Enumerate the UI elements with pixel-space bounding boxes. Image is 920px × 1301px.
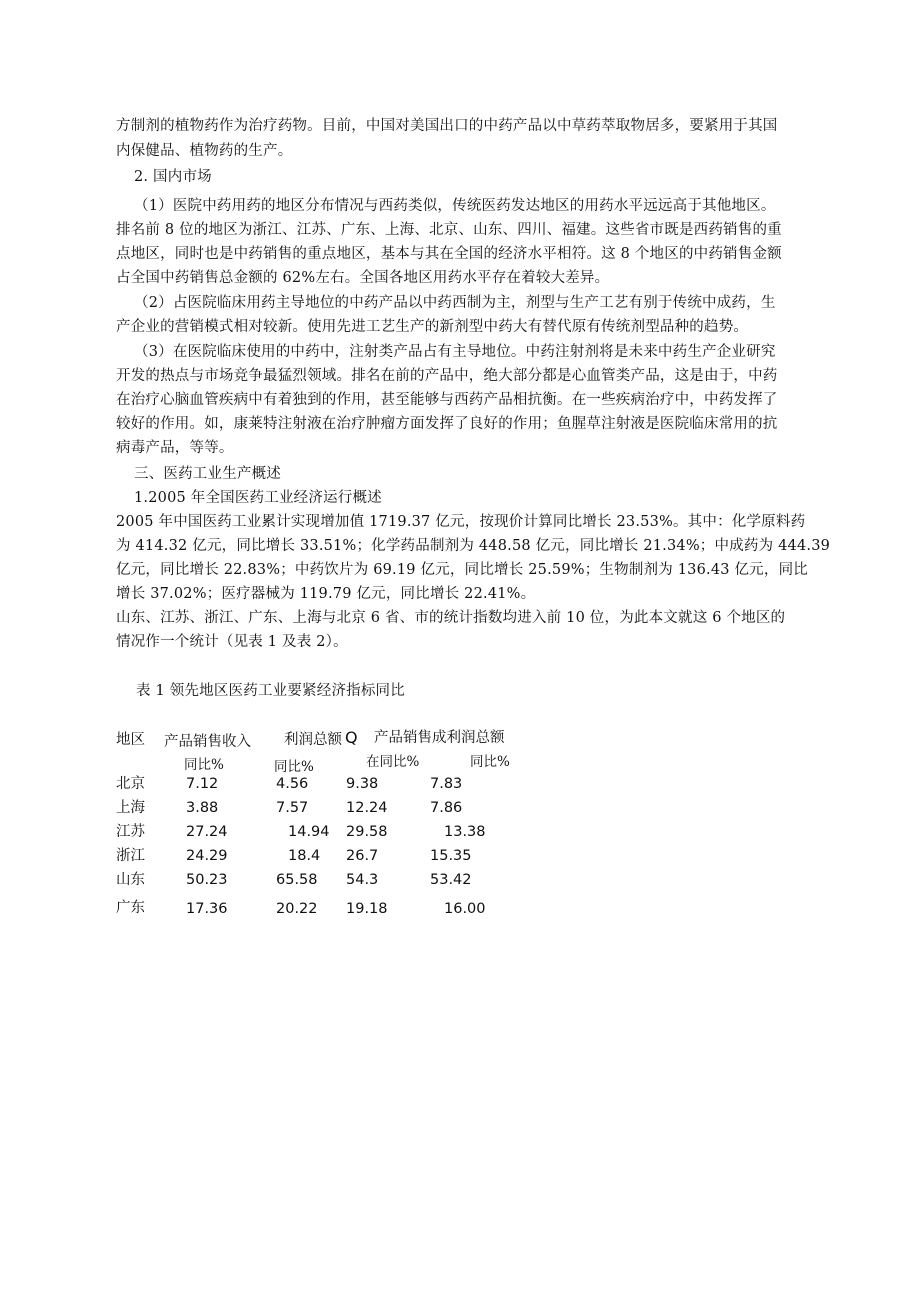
cell-cost-profit-yoy: 54.3	[346, 872, 379, 888]
cell-region: 江苏	[116, 824, 145, 840]
cell-region: 浙江	[116, 848, 145, 864]
heading-domestic-market: 2. 国内市场	[134, 169, 212, 185]
p3-line-4: 较好的作用。如，康莱特注射液在治疗肿瘤方面发挥了良好的作用；鱼腥草注射液是医院临床常用的抗	[116, 416, 778, 432]
cell-sales-yoy: 27.24	[186, 824, 228, 840]
cell-cost-profit-yoy: 29.58	[346, 824, 388, 840]
intro-line-2: 内保健品、植物药的生产。	[116, 143, 293, 159]
header-yoy-cost-profit: 在同比%	[366, 754, 420, 770]
cell-profit-yoy: 65.58	[276, 872, 318, 888]
cell-sales-yoy: 50.23	[186, 872, 228, 888]
cell-sales-yoy: 24.29	[186, 848, 228, 864]
header-yoy-profit: 同比%	[274, 759, 314, 775]
cell-cost-profit-yoy: 12.24	[346, 800, 388, 816]
p1-line-2: 排名前 8 位的地区为浙江、江苏、广东、上海、北京、山东、四川、福建。这些省市既是西药销售的重	[116, 222, 782, 238]
cell-region: 上海	[116, 800, 145, 816]
cell-cost-profit-yoy: 19.18	[346, 901, 388, 917]
p1-line-3: 点地区，同时也是中药销售的重点地区，基本与其在全国的经济水平相符。这 8 个地区的中药销售金额	[116, 246, 782, 262]
cell-region: 山东	[116, 872, 145, 888]
header-yoy-total-profit: 同比%	[470, 754, 510, 770]
p5-line-2: 情况作一个统计（见表 1 及表 2）。	[116, 634, 348, 650]
cell-total-profit-yoy: 53.42	[430, 872, 472, 888]
cell-profit-yoy: 18.4	[288, 848, 321, 864]
heading-section-3: 三、医药工业生产概述	[134, 466, 281, 482]
header-sales-revenue: 产品销售收入	[164, 734, 251, 750]
p4-line-2: 为 414.32 亿元，同比增长 33.51%；化学药品制剂为 448.58 亿元，同比增长 21.34%；中成药为 444.39	[116, 538, 831, 554]
header-cost-profit: 产品销售成利润总额	[374, 730, 505, 746]
cell-profit-yoy: 4.56	[276, 776, 309, 792]
cell-region: 北京	[116, 776, 145, 792]
p1-line-4: 占全国中药销售总金额的 62%左右。全国各地区用药水平存在着较大差异。	[116, 270, 610, 286]
p3-line-1: （3）在医院临床使用的中药中，注射类产品占有主导地位。中药注射剂将是未来中药生产企业研究	[134, 344, 776, 360]
header-q-mark: Q	[345, 728, 358, 747]
cell-total-profit-yoy: 15.35	[430, 848, 472, 864]
cell-region: 广东	[116, 900, 145, 916]
header-yoy-sales: 同比%	[184, 757, 224, 773]
cell-sales-yoy: 3.88	[186, 800, 219, 816]
cell-sales-yoy: 7.12	[186, 776, 219, 792]
p3-line-5: 病毒产品，等等。	[116, 440, 234, 456]
header-total-profit: 利润总额	[284, 732, 342, 748]
cell-total-profit-yoy: 7.83	[430, 776, 463, 792]
intro-line-1: 方制剂的植物药作为治疗药物。目前，中国对美国出口的中药产品以中草药萃取物居多，要紧用于其国	[116, 118, 778, 134]
cell-total-profit-yoy: 13.38	[444, 824, 486, 840]
p3-line-3: 在治疗心脑血管疾病中有着独到的作用，甚至能够与西药产品相抗衡。在一些疾病治疗中，中药发挥了	[116, 392, 778, 408]
cell-profit-yoy: 20.22	[276, 901, 318, 917]
p4-line-1: 2005 年中国医药工业累计实现增加值 1719.37 亿元，按现价计算同比增长 23.53%。其中：化学原料药	[116, 514, 806, 530]
p2-line-1: （2）占医院临床用药主导地位的中药产品以中药西制为主，剂型与生产工艺有别于传统中成药，生	[134, 295, 776, 311]
cell-profit-yoy: 7.57	[276, 800, 309, 816]
p4-line-4: 增长 37.02%；医疗器械为 119.79 亿元，同比增长 22.41%。	[116, 586, 536, 602]
cell-profit-yoy: 14.94	[288, 824, 330, 840]
cell-sales-yoy: 17.36	[186, 901, 228, 917]
cell-cost-profit-yoy: 26.7	[346, 848, 379, 864]
cell-total-profit-yoy: 16.00	[444, 901, 486, 917]
heading-2005-overview: 1.2005 年全国医药工业经济运行概述	[134, 490, 382, 506]
p2-line-2: 产企业的营销模式相对较新。使用先进工艺生产的新剂型中药大有替代原有传统剂型品种的趋势。	[116, 319, 749, 335]
p3-line-2: 开发的热点与市场竞争最猛烈领域。排名在前的产品中，绝大部分都是心血管类产品，这是由于，中药	[116, 368, 778, 384]
header-region: 地区	[116, 732, 145, 748]
table-caption: 表 1 领先地区医药工业要紧经济指标同比	[136, 683, 405, 699]
cell-cost-profit-yoy: 9.38	[346, 776, 379, 792]
p1-line-1: （1）医院中药用药的地区分布情况与西药类似，传统医药发达地区的用药水平远远高于其他地区。	[134, 198, 776, 214]
p4-line-3: 亿元，同比增长 22.83%；中药饮片为 69.19 亿元，同比增长 25.59%；生物制剂为 136.43 亿元，同比	[116, 562, 808, 578]
p5-line-1: 山东、江苏、浙江、广东、上海与北京 6 省、市的统计指数均进入前 10 位，为此本文就这 6 个地区的	[116, 610, 786, 626]
cell-total-profit-yoy: 7.86	[430, 800, 463, 816]
